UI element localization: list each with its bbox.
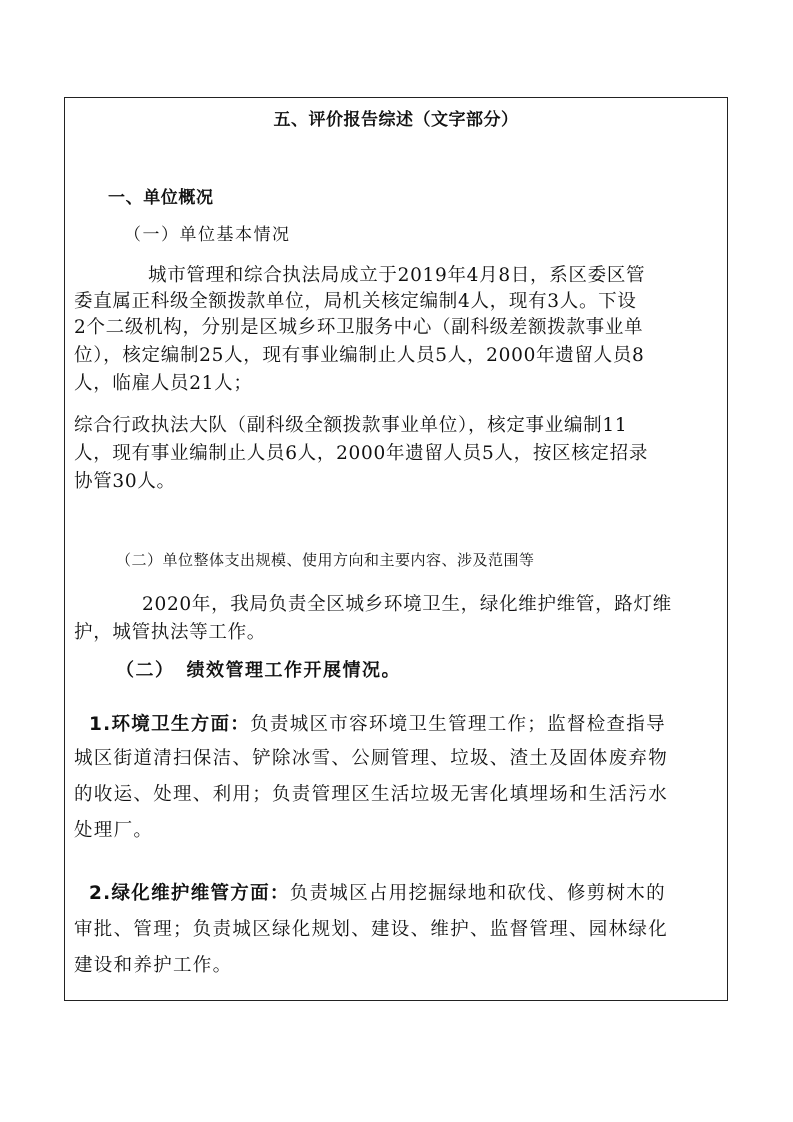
- item-label: 1.环境卫生方面：: [89, 714, 251, 735]
- item-text: 负责城区占用挖掘绿地和砍伐、修剪树木的: [289, 883, 666, 904]
- paragraph-line: 位），核定编制25人，现有事业编制止人员5人，2000年遗留人员8: [74, 345, 645, 366]
- paragraph-line: 2020年，我局负责全区城乡环境卫生，绿化维护维管，路灯维: [142, 594, 672, 615]
- paragraph-line: 建设和养护工作。: [74, 955, 233, 976]
- paragraph-line: 处理厂。: [74, 820, 154, 841]
- paragraph-line: 审批、管理；负责城区绿化规划、建设、维护、监督管理、园林绿化: [74, 919, 669, 940]
- paragraph-line: 的收运、处理、利用；负责管理区生活垃圾无害化填埋场和生活污水: [74, 784, 669, 805]
- section-heading-unit-overview: 一、单位概况: [108, 188, 214, 208]
- item-greening-line: [89, 879, 666, 905]
- item-text: 负责城区市容环境卫生管理工作；监督检查指导: [250, 714, 666, 735]
- heading-text: 绩效管理工作开展情况。: [186, 660, 401, 681]
- heading-prefix: （二）: [116, 660, 175, 681]
- report-summary-frame: [64, 97, 728, 1001]
- paragraph-line: 综合行政执法大队（副科级全额拨款事业单位），核定事业编制11: [74, 415, 628, 436]
- page-title: 五、评价报告综述（文字部分）: [273, 110, 519, 130]
- item-label: 2.绿化维护维管方面：: [89, 883, 290, 904]
- paragraph-line: 城区街道清扫保洁、铲除冰雪、公厕管理、垃圾、渣土及固体废弃物: [74, 748, 669, 769]
- subsection-heading-basic-info: （一）单位基本情况: [124, 225, 291, 245]
- item-sanitation-line: [89, 710, 666, 736]
- paragraph-line: 委直属正科级全额拨款单位，局机关核定编制4人，现有3人。下设: [74, 291, 637, 312]
- paragraph-line: 人，现有事业编制止人员6人，2000年遗留人员5人，按区核定招录: [74, 443, 649, 464]
- paragraph-line: 协管30人。: [74, 471, 176, 492]
- paragraph-line: 城市管理和综合执法局成立于2019年4月8日，系区委区管: [148, 265, 646, 286]
- paragraph-line: 人，临雇人员21人；: [74, 373, 253, 394]
- section-heading-performance: [116, 656, 401, 682]
- subsection-heading-expenditure: （二）单位整体支出规模、使用方向和主要内容、涉及范围等: [116, 551, 535, 569]
- paragraph-line: 2个二级机构，分别是区城乡环卫服务中心（副科级差额拨款事业单: [74, 317, 644, 338]
- paragraph-line: 护，城管执法等工作。: [74, 622, 267, 643]
